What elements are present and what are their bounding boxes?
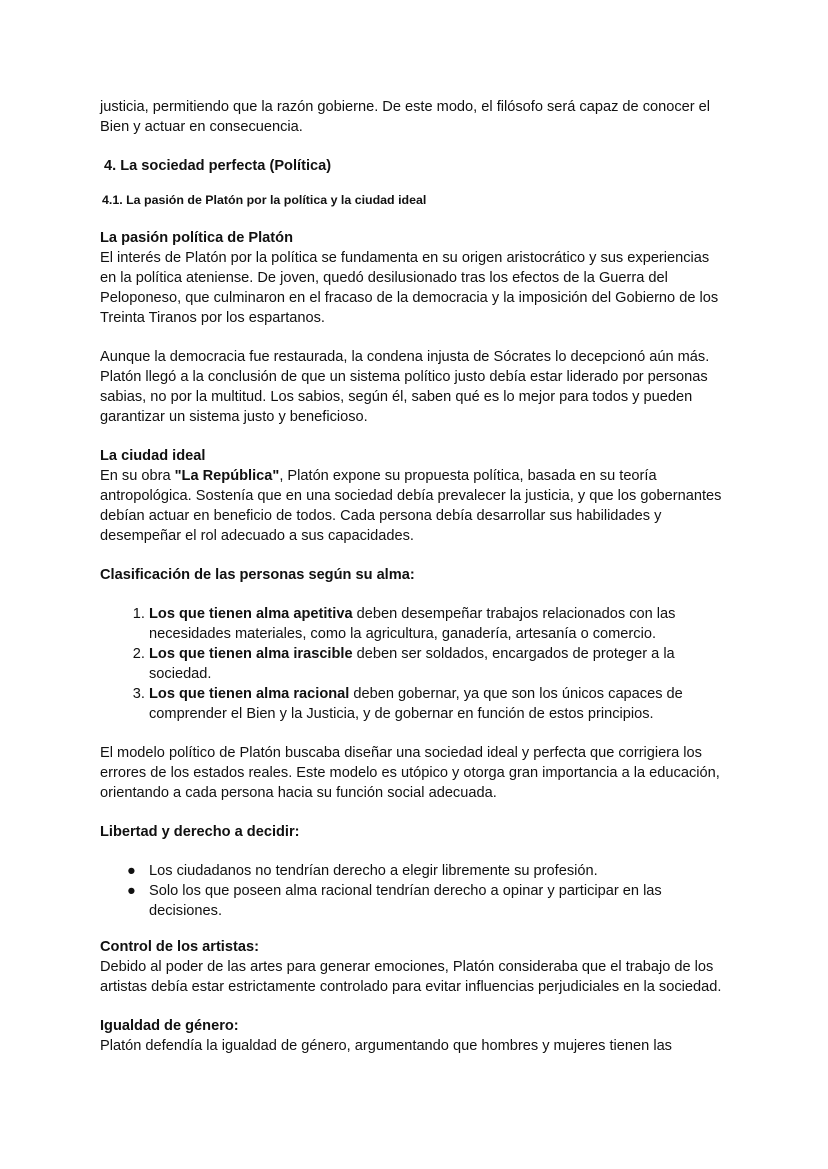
republica-title: "La República" xyxy=(174,468,280,484)
genero-block xyxy=(100,1016,726,1056)
bullet-icon: ● xyxy=(127,863,136,879)
modelo-paragraph: El modelo político de Platón buscaba diseñar una sociedad ideal y perfecta que corrigiera los errores de los estados reales. Este modelo es utópico y otorga gran importancia a la educación, orientando a cada persona hacia su función social adecuada. xyxy=(100,745,720,801)
ciudad-text-post: , Platón expone su propuesta política, basada en su teoría antropológica. Sostenía que en una sociedad debía prevalecer la justicia, y que los gobernantes debían actuar en beneficio de todos. Cada persona debía desarrollar sus habilidades y desempeñar el rol adecuado a sus capacidades. xyxy=(100,468,722,544)
clasificacion-list xyxy=(100,604,726,724)
list-item xyxy=(149,604,726,644)
list-item xyxy=(149,684,726,724)
list-item-bold: Los que tienen alma apetitiva xyxy=(149,606,353,622)
artistas-paragraph: Debido al poder de las artes para generar emociones, Platón consideraba que el trabajo de los artistas debía estar estrictamente controlado para evitar influencias perjudiciales en la sociedad. xyxy=(100,959,722,995)
list-item-text: deben gobernar, ya que son los únicos capaces de comprender el Bien y la Justicia, y de gobernar en función de estos principios. xyxy=(149,686,683,722)
artistas-heading: Control de los artistas: xyxy=(100,939,259,955)
list-item-text: deben desempeñar trabajos relacionados con las necesidades materiales, como la agricultura, ganadería, artesanía o comercio. xyxy=(149,606,676,642)
ciudad-paragraph xyxy=(100,466,726,546)
section-4-1-heading: 4.1. La pasión de Platón por la política y la ciudad ideal xyxy=(102,193,427,207)
bullet-icon: ● xyxy=(127,883,136,899)
ciudad-text-pre: En su obra xyxy=(100,468,175,484)
document-page xyxy=(100,97,726,1075)
artistas-block xyxy=(100,937,726,997)
genero-heading: Igualdad de género: xyxy=(100,1018,239,1034)
intro-paragraph: justicia, permitiendo que la razón gobierne. De este modo, el filósofo será capaz de conocer el Bien y actuar en consecuencia. xyxy=(100,99,711,135)
genero-paragraph: Platón defendía la igualdad de género, argumentando que hombres y mujeres tienen las xyxy=(100,1038,672,1054)
libertad-list xyxy=(100,861,726,921)
pasion-paragraph-1: El interés de Platón por la política se fundamenta en su origen aristocrático y sus experiencias en la política ateniense. De joven, quedó desilusionado tras los efectos de la Guerra del Peloponeso, que culminaron en el fracaso de la democracia y la imposición del Gobierno de los Treinta Tiranos por los espartanos. xyxy=(100,250,719,326)
list-item-text: Los ciudadanos no tendrían derecho a elegir libremente su profesión. xyxy=(149,863,598,879)
clasificacion-heading: Clasificación de las personas según su alma: xyxy=(100,567,415,583)
list-item xyxy=(127,881,726,921)
list-item xyxy=(127,861,726,881)
list-item-bold: Los que tienen alma irascible xyxy=(149,646,353,662)
ciudad-heading: La ciudad ideal xyxy=(100,448,206,464)
section-4-heading: 4. La sociedad perfecta (Política) xyxy=(104,158,332,174)
pasion-paragraph-2: Aunque la democracia fue restaurada, la condena injusta de Sócrates lo decepcionó aún más. Platón llegó a la conclusión de que un sistema político justo debía estar liderado por personas sabias, no por la multitud. Los sabios, según él, saben qué es lo mejor para todos y pueden garantizar un sistema justo y beneficioso. xyxy=(100,349,710,425)
ciudad-block xyxy=(100,446,726,546)
list-item-bold: Los que tienen alma racional xyxy=(149,686,350,702)
pasion-heading: La pasión política de Platón xyxy=(100,230,293,246)
list-item xyxy=(149,644,726,684)
list-item-text: Solo los que poseen alma racional tendrían derecho a opinar y participar en las decisiones. xyxy=(149,883,662,919)
pasion-block xyxy=(100,228,726,328)
list-item-text: deben ser soldados, encargados de proteger a la sociedad. xyxy=(149,646,675,682)
libertad-heading: Libertad y derecho a decidir: xyxy=(100,824,300,840)
